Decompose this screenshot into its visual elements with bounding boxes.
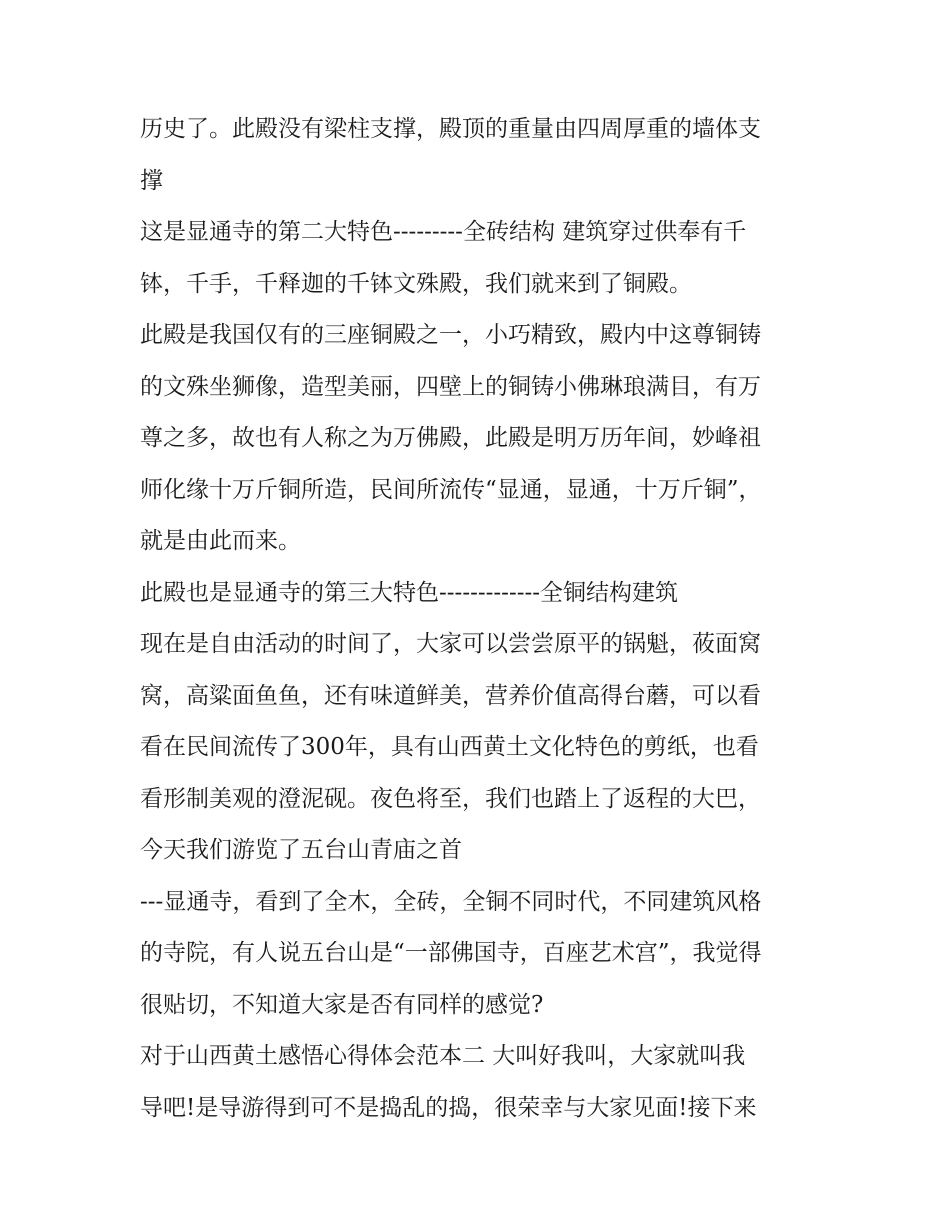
text-line: 这是显通寺的第二大特色---------全砖结构 建筑穿过供奉有千 — [140, 219, 747, 245]
text-line: 很贴切，不知道大家是否有同样的感觉? — [140, 991, 544, 1018]
text-line: 看在民间流传了300年，具有山西黄土文化特色的剪纸，也看 — [140, 734, 759, 760]
text-line: 师化缘十万斤铜所造，民间所流传“显通，显通，十万斤铜”， — [140, 476, 762, 503]
text-line: 对于山西黄土感悟心得体会范本二 大叫好我叫，大家就叫我 — [140, 1043, 746, 1069]
text-line: 此殿也是显通寺的第三大特色-------------全铜结构建筑 — [140, 579, 679, 606]
text-line: 撑 — [140, 167, 163, 194]
text-line: 看形制美观的澄泥砚。夜色将至，我们也踏上了返程的大巴， — [140, 785, 761, 812]
text-line: ---显通寺，看到了全木，全砖，全铜不同时代，不同建筑风格 — [140, 888, 762, 915]
text-line: 现在是自由活动的时间了，大家可以尝尝原平的锅魁，莜面窝 — [140, 631, 761, 657]
text-line: 窝，高粱面鱼鱼，还有味道鲜美，营养价值高得台蘑，可以看 — [140, 682, 761, 709]
text-line: 此殿是我国仅有的三座铜殿之一，小巧精致，殿内中这尊铜铸 — [140, 322, 761, 348]
text-line: 历史了。此殿没有梁柱支撑，殿顶的重量由四周厚重的墙体支 — [140, 116, 761, 142]
text-line: 就是由此而来。 — [140, 528, 301, 554]
text-line: 今天我们游览了五台山青庙之首 — [140, 837, 462, 863]
text-line: 尊之多，故也有人称之为万佛殿，此殿是明万历年间，妙峰祖 — [140, 425, 761, 451]
body-text — [140, 104, 820, 1134]
text-line: 导吧!是导游得到可不是捣乱的捣，很荣幸与大家见面!接下来 — [140, 1094, 757, 1121]
text-line: 的文殊坐狮像，造型美丽，四壁上的铜铸小佛琳琅满目，有万 — [140, 373, 761, 400]
text-line: 的寺院，有人说五台山是“一部佛国寺，百座艺术宫”，我觉得 — [140, 940, 762, 966]
text-line: 钵，千手，千释迦的千钵文殊殿，我们就来到了铜殿。 — [140, 270, 692, 297]
